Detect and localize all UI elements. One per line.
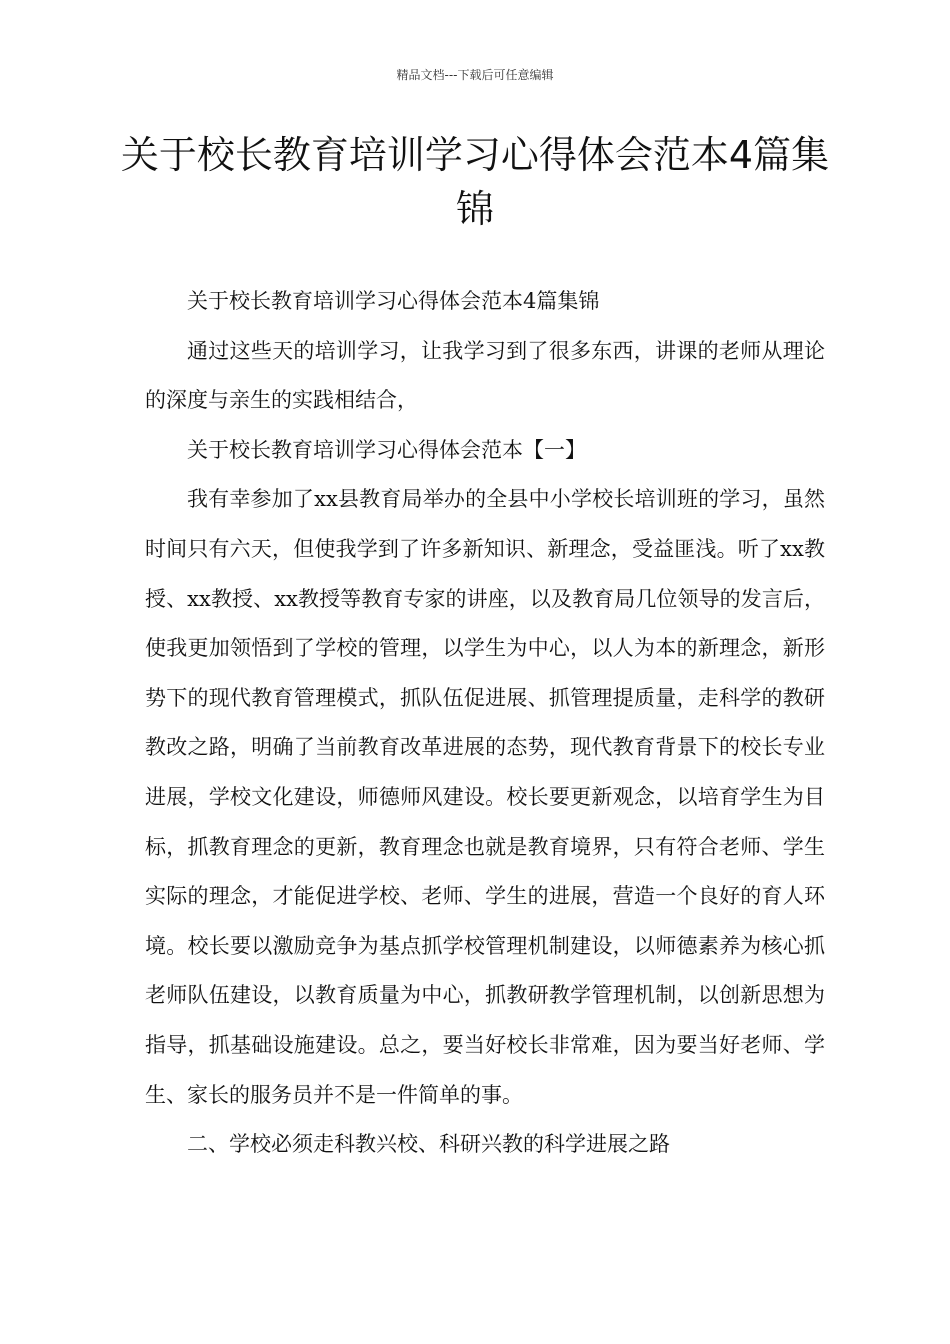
section-heading: 关于校长教育培训学习心得体会范本【一】 <box>187 437 586 462</box>
summary-paragraph: 通过这些天的培训学习，让我学习到了很多东西，讲课的老师从理论的深度与亲生的实践相结合， <box>145 338 825 413</box>
page-header: 精品文档---下载后可任意编辑 <box>396 68 554 82</box>
document-title: 关于校长教育培训学习心得体会范本4篇集锦 <box>120 133 830 231</box>
document-body <box>145 277 825 1170</box>
intro-paragraph: 关于校长教育培训学习心得体会范本4篇集锦 <box>187 289 600 313</box>
main-paragraph: 我有幸参加了xx县教育局举办的全县中小学校长培训班的学习，虽然时间只有六天，但使我学到了许多新知识、新理念，受益匪浅。听了xx教授、xx教授、xx教授等教育专家的讲座，以及教育局几位领导的发言后，使我更加领悟到了学校的管理，以学生为中心，以人为本的新理念，新形势下的现代教育管理模式，抓队伍促进展、抓管理提质量，走科学的教研教改之路，明确了当前教育改革进展的态势，现代教育背景下的校长专业进展，学校文化建设，师德师风建设。校长要更新观念，以培育学生为目标，抓教育理念的更新，教育理念也就是教育境界，只有符合老师、学生实际的理念，才能促进学校、老师、学生的进展，营造一个良好的育人环境。校长要以激励竞争为基点抓学校管理机制建设，以师德素养为核心抓老师队伍建设，以教育质量为中心，抓教研教学管理机制，以创新思想为指导，抓基础设施建设。总之，要当好校长非常难，因为要当好老师、学生、家长的服务员并不是一件简单的事。 <box>145 487 825 1107</box>
subsection-heading: 二、学校必须走科教兴校、科研兴教的科学进展之路 <box>187 1132 670 1157</box>
